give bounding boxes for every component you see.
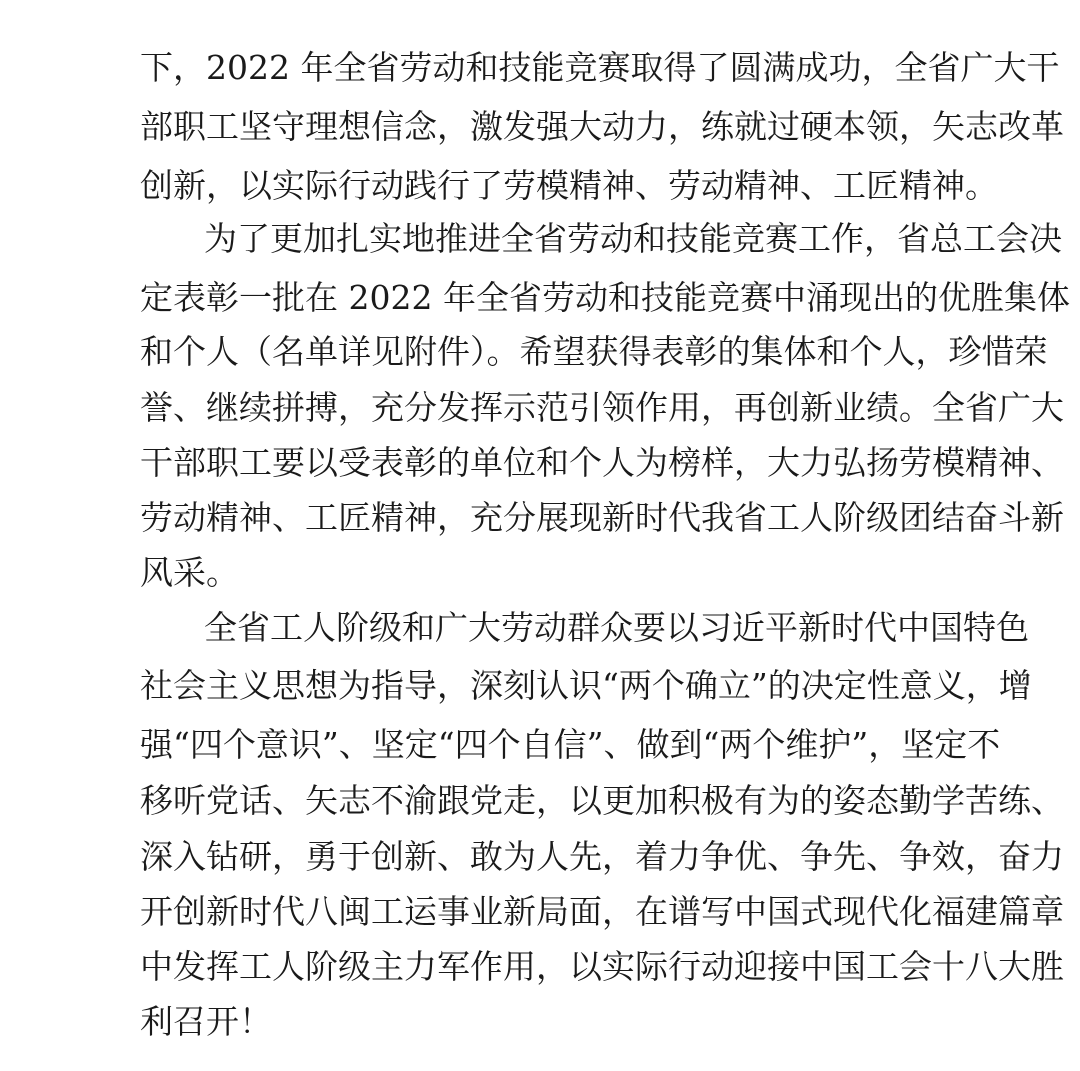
text-line: 深入钻研，勇于创新、敢为人先，着力争优、争先、争效，奋力 (140, 837, 1064, 876)
text-line: 风采。 (140, 553, 239, 592)
text-line: 利召开！ (140, 1002, 272, 1041)
text-line: 强“四个意识”、坚定“四个自信”、做到“两个维护”，坚定不 (140, 725, 1001, 764)
text-line: 定表彰一批在 2022 年全省劳动和技能竞赛中涌现出的优胜集体 (140, 278, 1070, 317)
text-line: 全省工人阶级和广大劳动群众要以习近平新时代中国特色 (204, 608, 1029, 647)
text-line: 和个人（名单详见附件）。希望获得表彰的集体和个人，珍惜荣 (140, 332, 1048, 371)
text-line: 社会主义思想为指导，深刻认识“两个确立”的决定性意义，增 (140, 666, 1032, 705)
text-line: 创新，以实际行动践行了劳模精神、劳动精神、工匠精神。 (140, 166, 998, 205)
text-line: 誉、继续拼搏，充分发挥示范引领作用，再创新业绩。全省广大 (140, 388, 1064, 427)
text-line: 部职工坚守理想信念，激发强大动力，练就过硬本领，矢志改革 (140, 107, 1064, 146)
text-line: 中发挥工人阶级主力军作用，以实际行动迎接中国工会十八大胜 (140, 947, 1064, 986)
text-line: 为了更加扎实地推进全省劳动和技能竞赛工作，省总工会决 (204, 219, 1062, 258)
text-line: 移听党话、矢志不渝跟党走，以更加积极有为的姿态勤学苦练、 (140, 781, 1064, 820)
text-line: 开创新时代八闽工运事业新局面，在谱写中国式现代化福建篇章 (140, 892, 1064, 931)
text-line: 劳动精神、工匠精神，充分展现新时代我省工人阶级团结奋斗新 (140, 498, 1064, 537)
text-line: 干部职工要以受表彰的单位和个人为榜样，大力弘扬劳模精神、 (140, 443, 1064, 482)
text-line: 下，2022 年全省劳动和技能竞赛取得了圆满成功，全省广大干 (140, 48, 1060, 87)
